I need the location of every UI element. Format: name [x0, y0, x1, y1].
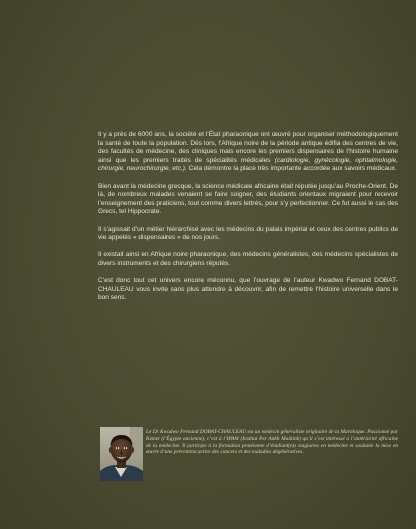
- paragraph-1-text-a: Il y a près de 6000 ans, la société et l’État pharaonique ont œuvré pour organiser méthodologiquement la santé de toute la population. Dès lors, l’Afrique noire de la période antique édifia des centres de vie, des facultés de médecine, des cliniques mais encore les premiers dispensaires de l’histoire humaine ainsi que les premiers traités de spécialités médicales: [98, 131, 398, 164]
- paragraph-1: [98, 131, 398, 174]
- paragraph-3: Il s’agissait d’un métier hiérarchisé avec les médecins du palais impérial et ceux des centres publics de vie appelés « dispensaires » de nos jours.: [98, 225, 398, 242]
- author-bio: Le Dr Kwadwo Fernand DOBAT-CHAULEAU est un médecin généraliste originaire de la Martinique. Passionné par Kemet (l’Égypte ancienne), c’est à l’IPAM (Institut Per Ankh Maâtink) qu’il s’est intéressé à l’antériorité africaine de la médecine. Il participe à la formation protéienne d’étudiant(e)s stagiaires en médecine et souhaite la mise en œuvre d’une prévention active des cancers et des maladies dégénératives.: [146, 429, 398, 456]
- paragraph-1-specialties: (cardiologie, gynécologie, ophtalmologie, chirurgie, neurochirurgie, etc.).: [98, 156, 398, 173]
- paragraph-1-text-b: Cela démontre la place très importante accordée aux savoirs médicaux.: [186, 165, 397, 173]
- blurb-text: [98, 131, 398, 311]
- paragraph-5: C’est donc tout cet univers encore méconnu, que l’ouvrage de l’auteur Kwadwo Fernand DOBAT-CHAULEAU vous invite sans plus attendre à découvrir, afin de remettre l’histoire universelle dans le bon sens.: [98, 277, 398, 302]
- paragraph-4: Il existait ainsi en Afrique noire pharaonique, des médecins généralistes, des médecins spécialistes de divers instruments et des chirurgiens réputés.: [98, 251, 398, 267]
- paragraph-2: Bien avant la médecine grecque, la science médicale africaine était réputée jusqu’au Proche-Orient. De là, de nombreux malades venaient se faire soigner, des étudiants orientaux migraient pour recevoir l’enseignement des praticiens, tout comme divers lettrés, pour s’y perfectionner. Ce fut aussi le cas des Grecs, tel Hippocrate.: [98, 182, 398, 216]
- author-section: [100, 427, 398, 481]
- author-photo: [100, 427, 143, 481]
